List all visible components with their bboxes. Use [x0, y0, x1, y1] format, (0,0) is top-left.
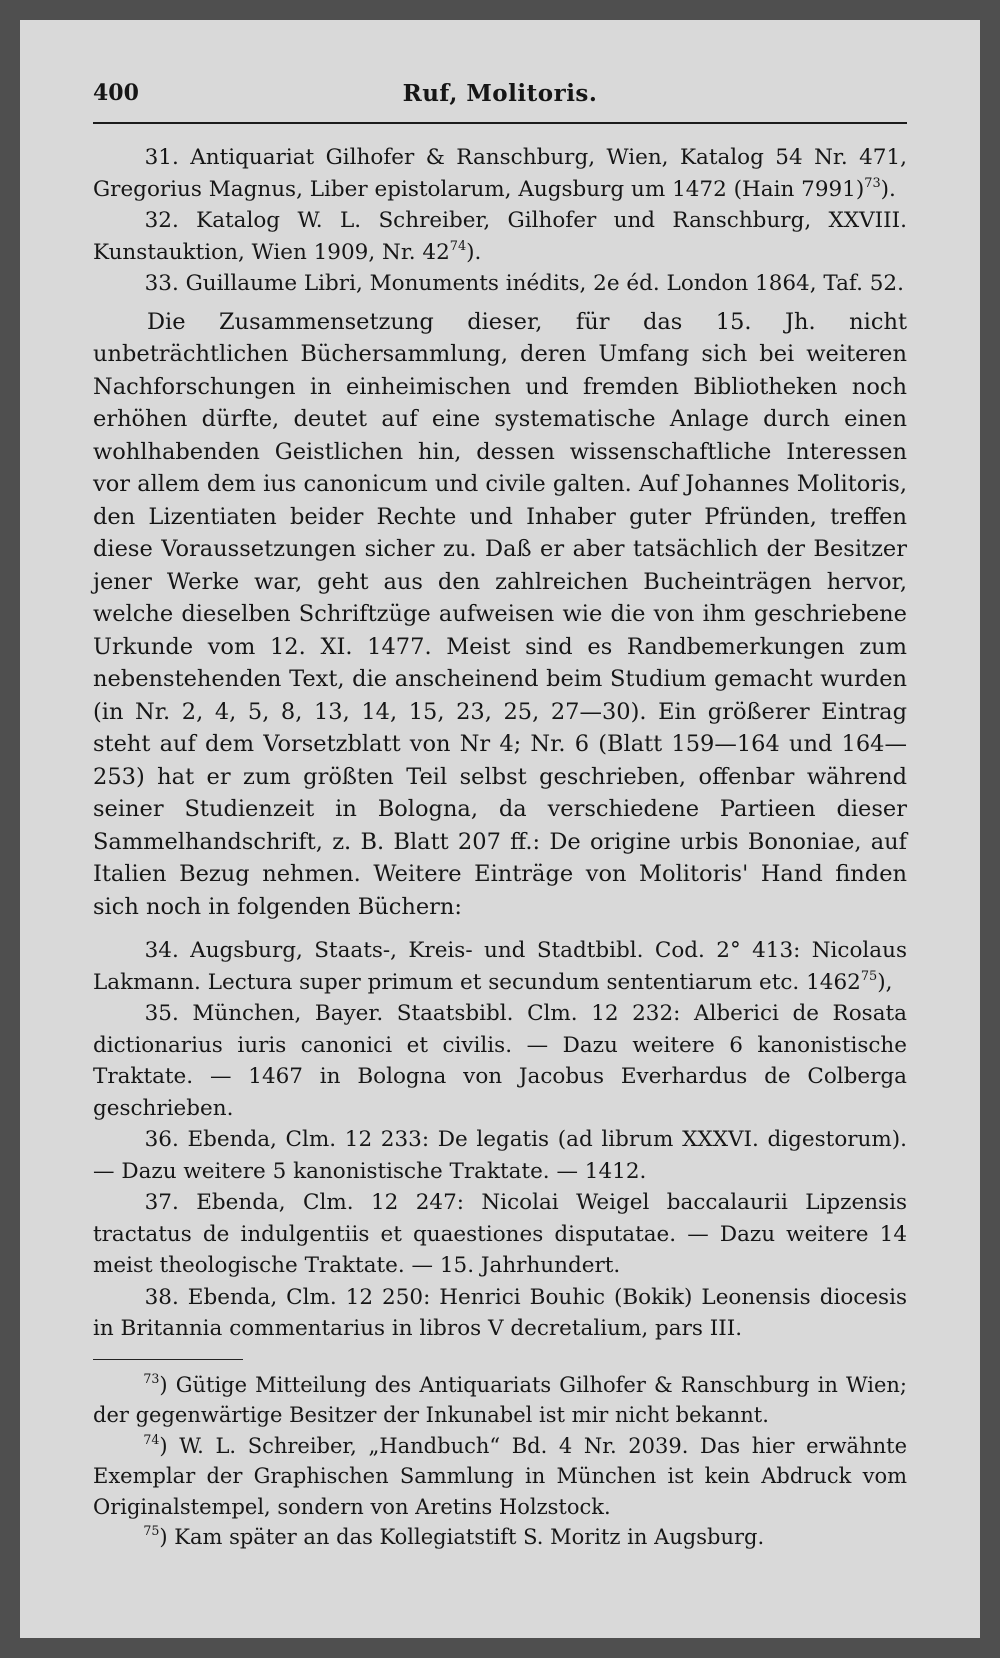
footnote-mark: 74: [143, 1431, 160, 1447]
page-number: 400: [93, 80, 139, 106]
footnote: $^{75}$) Kam später an das Kollegiatstift S. Moritz in Augsburg.: [143, 1523, 765, 1549]
footnote-ref: 73: [864, 175, 881, 191]
footnote-divider: [93, 1359, 243, 1360]
list-item: 35. München, Bayer. Staatsbibl. Clm. 12 232: Alberici de Rosata dictionarius iuris canonici et civilis. — Dazu weitere 6 kanonistische Traktate. — 1467 in Bologna von Jacobus Everhardus de Colberga geschrieben.: [93, 1001, 907, 1121]
list-item: 38. Ebenda, Clm. 12 250: Henrici Bouhic (Bokik) Leonensis diocesis in Britannia commentarius in libros V decretalium, pars III.: [93, 1284, 907, 1341]
list-item: 32. Katalog W. L. Schreiber, Gilhofer und Ranschburg, XXVIII. Kunstauktion, Wien 1909, Nr. $42^{74}$).: [93, 208, 907, 265]
footnote-ref: 74: [449, 238, 467, 254]
footnote: $^{73}$) Gütige Mitteilung des Antiquariats Gilhofer & Ranschburg in Wien; der gegenwärtige Besitzer der Inkunabel ist mir nicht bekannt.: [93, 1370, 907, 1427]
list-item: 37. Ebenda, Clm. 12 247: Nicolai Weigel baccalaurii Lipzensis tractatus de indulgentiis et quaestiones disputatae. — Dazu weitere 14 meist theologische Traktate. — 15. Jahrhundert.: [93, 1190, 907, 1278]
footnote: $^{74}$) W. L. Schreiber, „Handbuch“ Bd. 4 Nr. 2039. Das hier erwähnte Exemplar der Graphischen Sammlung in München ist kein Abdruck vom Originalstempel, sondern von Aretins Holzstock.: [93, 1431, 907, 1519]
entries-top: [93, 142, 907, 300]
footnote-ref: 75: [860, 968, 878, 984]
page-header: [93, 70, 907, 124]
footnote-mark: 73: [143, 1370, 160, 1386]
list-item: 33. Guillaume Libri, Monuments inédits, 2e éd. London 1864, Taf. 52.: [144, 271, 904, 296]
entries-bottom: [93, 935, 907, 1345]
list-item: 36. Ebenda, Clm. 12 233: De legatis (ad librum XXXVI. digestorum). — Dazu weitere 5 kanonistische Traktate. — 1412.: [93, 1127, 907, 1184]
body-paragraph: Die Zusammensetzung dieser, für das 15. Jh. nicht unbeträchtlichen Büchersammlung, deren Umfang sich bei weiteren Nachforschungen in einheimischen und fremden Bibliotheken noch erhöhen dürfte, deutet auf eine systematische Anlage durch einen wohlhabenden Geistlichen hin, dessen wissenschaftliche Interessen vor allem dem ius canonicum und civile galten. Auf Johannes Molitoris, den Lizentiaten beider Rechte und Inhaber guter Pfründen, treffen diese Voraussetzungen sicher zu. Daß er aber tatsächlich der Besitzer jener Werke war, geht aus den zahlreichen Bucheinträgen hervor, welche dieselben Schriftzüge aufweisen wie die von ihm geschriebene Urkunde vom 12. XI. 1477. Meist sind es Randbemerkungen zum nebenstehenden Text, die anscheinend beim Studium gemacht wurden (in Nr. 2, 4, 5, 8, 13, 14, 15, 23, 25, 27—30). Ein größerer Eintrag steht auf dem Vorsetzblatt von Nr 4; Nr. 6 (Blatt 159—164 und 164—253) hat er zum größten Teil selbst geschrieben, offenbar während seiner Studienzeit in Bologna, da verschiedene Partieen dieser Sammelhandschrift, z. B. Blatt 207 ff.: De origine urbis Bononiae, auf Italien Bezug nehmen. Weitere Einträge von Molitoris' Hand finden sich noch in folgenden Büchern:: [93, 308, 907, 920]
book-page: [20, 20, 980, 1638]
running-title: Ruf, Molitoris.: [402, 80, 598, 107]
list-item: 31. Antiquariat Gilhofer & Ranschburg, Wien, Katalog 54 Nr. 471, Gregorius Magnus, Liber epistolarum, Augsburg um 1472 (Hain 7991)$^{73}$).: [93, 145, 907, 202]
list-item: 34. Augsburg, Staats-, Kreis- und Stadtbibl. Cod. 2° 413: Nicolaus Lakmann. Lectura super primum et secundum sententiarum etc. 1462$^{75}$),: [93, 938, 907, 995]
footnotes: [93, 1370, 907, 1553]
page-body: [93, 142, 907, 1553]
footnote-mark: 75: [143, 1523, 160, 1539]
